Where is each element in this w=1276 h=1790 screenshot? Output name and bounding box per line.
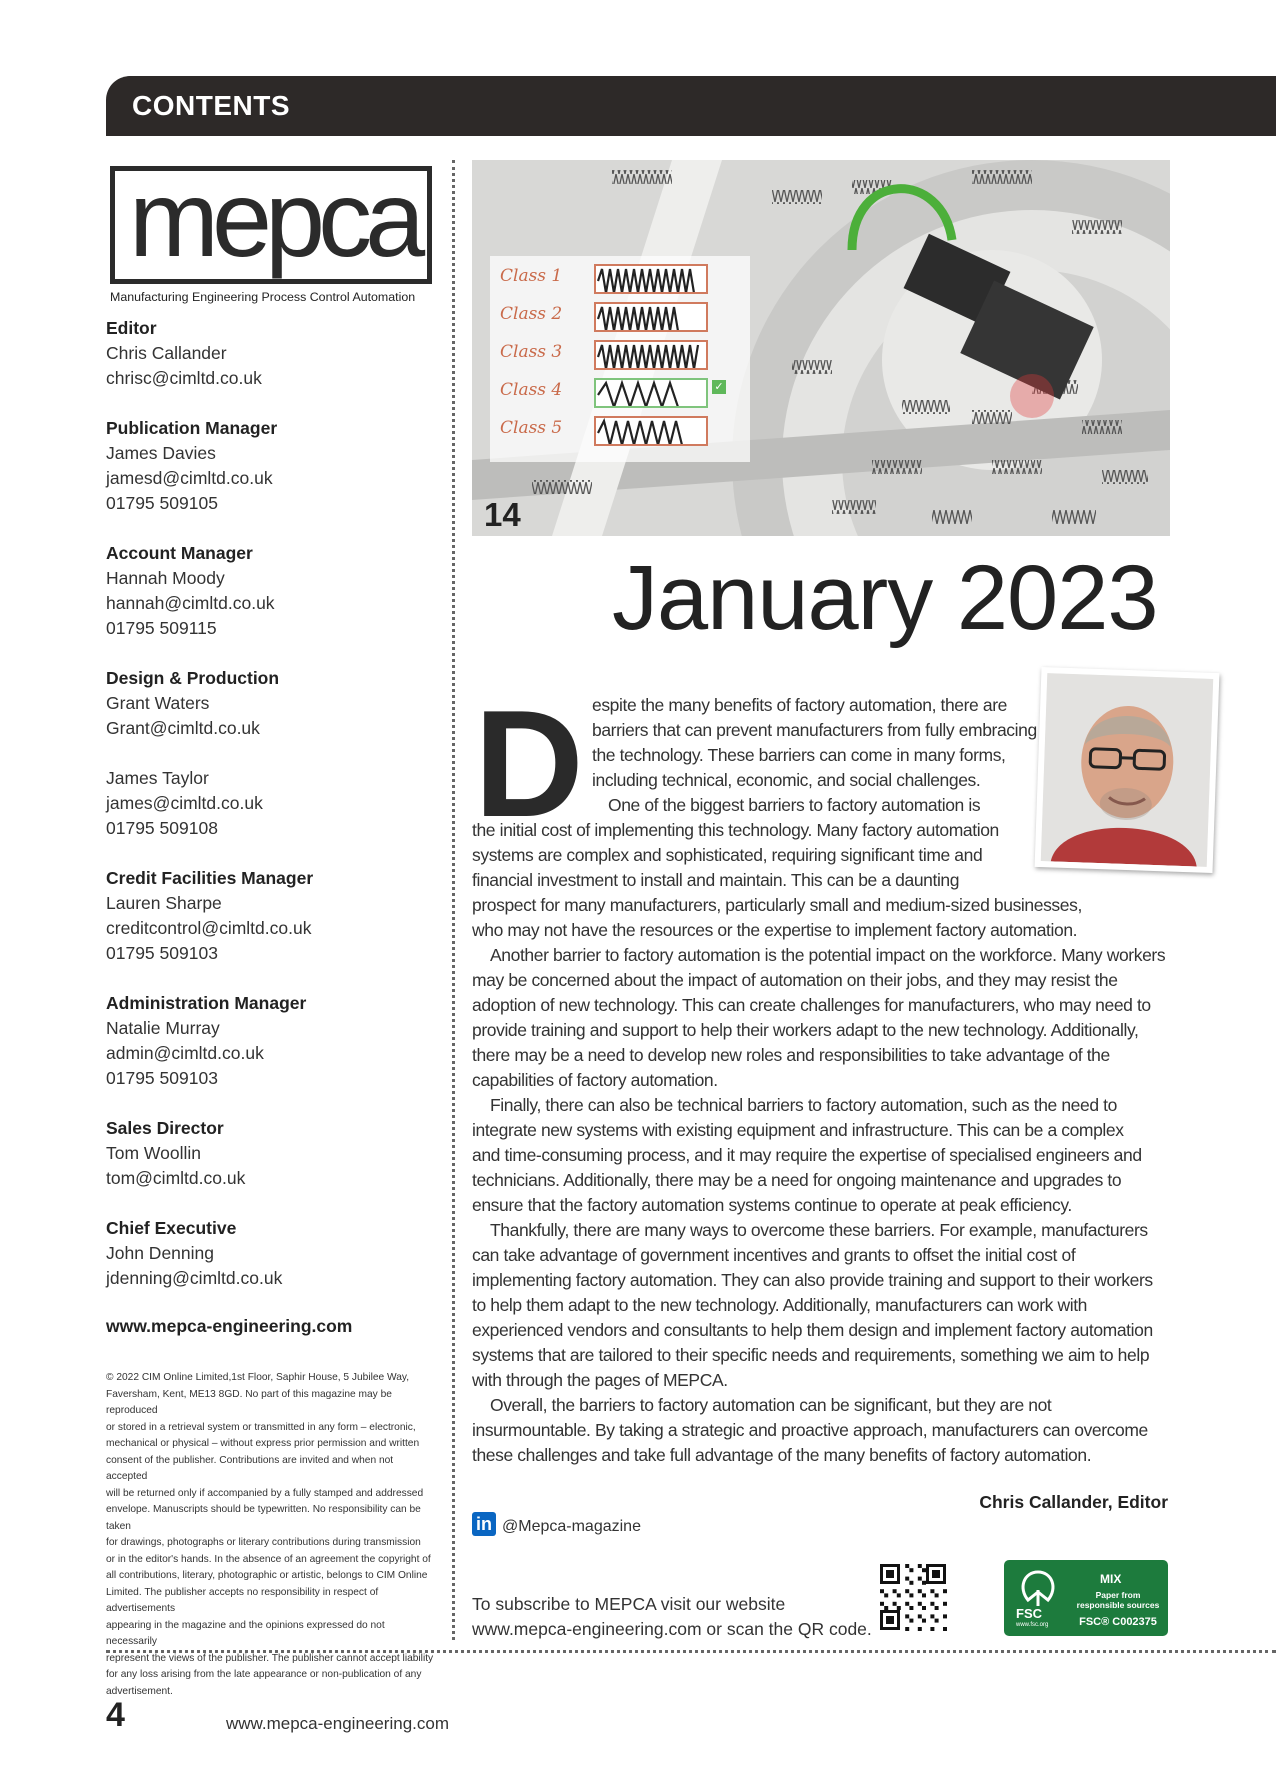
article-line: insurmountable. By taking a strategic and proactive approach, manufacturers can overcome <box>472 1420 1148 1440</box>
class-label: Class 3 <box>500 342 563 362</box>
legal-line: will be returned only if accompanied by a fully stamped and addressed <box>106 1487 424 1499</box>
staff-role: Chief Executive <box>106 1218 237 1238</box>
legal-line: for any loss arising from the late appearance or non-publication of any <box>106 1669 422 1680</box>
class-row <box>500 378 740 408</box>
article-line: systems are complex and sophisticated, requiring significant time and <box>472 845 983 865</box>
article-line: can take advantage of government incentives and grants to offset the initial cost of <box>472 1245 1076 1265</box>
staff-role: Sales Director <box>106 1118 224 1138</box>
column-divider <box>452 160 455 1640</box>
classification-panel <box>490 256 750 462</box>
class-row <box>500 416 740 446</box>
fsc-paper-text <box>1072 1590 1164 1610</box>
staff-phone: 01795 509115 <box>106 618 217 638</box>
article-line: capabilities of factory automation. <box>472 1070 718 1090</box>
spring-sample-box <box>594 302 708 332</box>
staff-email[interactable]: Grant@cimltd.co.uk <box>106 718 260 738</box>
legal-line: appearing in the magazine and the opinions expressed do not necessarily <box>106 1619 385 1647</box>
staff-phone: 01795 509103 <box>106 1068 218 1088</box>
staff-email[interactable]: james@cimltd.co.uk <box>106 793 263 813</box>
footer-divider <box>106 1650 1276 1653</box>
class-row <box>500 340 740 370</box>
article-line: Thankfully, there are many ways to overcome these barriers. For example, manufacturers <box>490 1220 1148 1240</box>
staff-line: James Davies <box>106 443 216 463</box>
staff-email[interactable]: hannah@cimltd.co.uk <box>106 593 275 613</box>
class-label: Class 1 <box>500 266 563 286</box>
legal-line: or in the editor's hands. In the absence of an agreement the copyright of <box>106 1553 431 1565</box>
class-row <box>500 302 740 332</box>
staff-email[interactable]: admin@cimltd.co.uk <box>106 1043 264 1063</box>
issue-headline: January 2023 <box>612 547 1158 649</box>
article-line: integrate new systems with existing equipment and infrastructure. This can be a complex <box>472 1120 1124 1140</box>
staff-line: Hannah Moody <box>106 568 225 588</box>
website-link[interactable]: www.mepca-engineering.com <box>106 1316 353 1336</box>
article-line: Overall, the barriers to factory automation can be significant, but they are not <box>490 1395 1052 1415</box>
fsc-sources-line: responsible sources <box>1076 1600 1160 1610</box>
class-label: Class 5 <box>500 418 563 438</box>
hero-page-number: 14 <box>484 496 521 533</box>
fsc-paper-line: Paper from <box>1095 1590 1141 1600</box>
section-title: CONTENTS <box>132 90 290 121</box>
fsc-site: www.fsc.org <box>1016 1622 1049 1628</box>
page-number: 4 <box>106 1696 125 1734</box>
article-line: with through the pages of MEPCA. <box>472 1370 728 1390</box>
spring-sample-box <box>594 416 708 446</box>
article-line: technicians. Additionally, there may be a need for ongoing maintenance and upgrades to <box>472 1170 1122 1190</box>
article-line: there may be a need to develop new roles and responsibilities to take advantage of the <box>472 1045 1110 1065</box>
legal-line: Faversham, Kent, ME13 8GD. No part of this magazine may be reproduced <box>106 1388 392 1416</box>
staff-line: Lauren Sharpe <box>106 893 222 913</box>
staff-block <box>106 666 436 841</box>
fsc-wordmark: FSC <box>1016 1606 1042 1621</box>
staff-role: Editor <box>106 318 157 338</box>
article-line: barriers that can prevent manufacturers from fully embracing <box>592 720 1037 740</box>
staff-role: Design & Production <box>106 668 280 688</box>
mepca-logo <box>110 158 432 284</box>
staff-line: James Taylor <box>106 768 209 788</box>
article-line: One of the biggest barriers to factory automation is <box>608 795 981 815</box>
staff-block <box>106 1116 436 1191</box>
legal-line: consent of the publisher. Contributions are invited and when not accepted <box>106 1454 394 1482</box>
article-line: the technology. These barriers can come in many forms, <box>592 745 1006 765</box>
article-line: experienced vendors and consultants to help them design and implement factory automation <box>472 1320 1153 1340</box>
legal-line: for drawings, photographs or literary contributions during transmission <box>106 1537 421 1548</box>
staff-line: Grant Waters <box>106 693 210 713</box>
staff-block <box>106 541 436 641</box>
article-line: Finally, there can also be technical barriers to factory automation, such as the need to <box>490 1095 1117 1115</box>
subscribe-text <box>472 1592 872 1642</box>
fsc-code: FSC® C002375 <box>1079 1616 1157 1628</box>
legal-line: all contributions, literary, photographic or artistic, belongs to CIM Online <box>106 1570 428 1581</box>
linkedin-handle[interactable]: @Mepca-magazine <box>502 1518 641 1535</box>
staff-block <box>106 416 436 516</box>
article-line: financial investment to install and maintain. This can be a daunting <box>472 870 960 890</box>
staff-line <box>106 741 436 766</box>
staff-line: Tom Woollin <box>106 1143 201 1163</box>
article-line: adoption of new technology. This can create challenges for manufacturers, who may need to <box>472 995 1151 1015</box>
staff-block <box>106 991 436 1091</box>
staff-role: Publication Manager <box>106 418 278 438</box>
subscribe-line-1: To subscribe to MEPCA visit our website <box>472 1594 786 1614</box>
staff-role: Account Manager <box>106 543 253 563</box>
staff-phone: 01795 509103 <box>106 943 218 963</box>
article-line: espite the many benefits of factory automation, there are <box>592 695 1007 715</box>
legal-line: © 2022 CIM Online Limited,1st Floor, Saphir House, 5 Jubilee Way, <box>106 1372 410 1383</box>
fsc-badge <box>1004 1560 1168 1636</box>
editor-portrait <box>1035 667 1220 873</box>
staff-email[interactable]: jdenning@cimltd.co.uk <box>106 1268 283 1288</box>
article-line: the initial cost of implementing this technology. Many factory automation <box>472 820 999 840</box>
class-label: Class 4 <box>500 380 563 400</box>
spring-sample-box <box>594 340 708 370</box>
article-line: these challenges and take full advantage of the many benefits of factory automation. <box>472 1445 1092 1465</box>
spring-sample-box <box>594 378 708 408</box>
legal-line: advertisement. <box>106 1685 173 1697</box>
subscribe-line-2: www.mepca-engineering.com or scan the QR code. <box>472 1619 872 1639</box>
hero-image <box>472 160 1170 536</box>
portrait-illustration <box>1041 673 1213 867</box>
staff-block <box>106 1216 436 1291</box>
staff-role: Administration Manager <box>106 993 307 1013</box>
staff-email[interactable]: tom@cimltd.co.uk <box>106 1168 246 1188</box>
article-line: ensure that the factory automation systems continue to operate at peak efficiency. <box>472 1195 1072 1215</box>
staff-phone: 01795 509108 <box>106 818 218 838</box>
article-line: may be concerned about the impact of automation on their jobs, and they may resist the <box>472 970 1118 990</box>
logo-tagline: Manufacturing Engineering Process Control Automation <box>110 290 416 304</box>
spring-sample-box <box>594 264 708 294</box>
staff-line: Natalie Murray <box>106 1018 220 1038</box>
qr-code-icon[interactable] <box>878 1562 948 1632</box>
article-line: systems that are tailored to their specific needs and requirements, something we aim to help <box>472 1345 1150 1365</box>
footer-url[interactable]: www.mepca-engineering.com <box>226 1714 449 1733</box>
linkedin-icon[interactable]: in <box>472 1512 496 1536</box>
article-line: Another barrier to factory automation is the potential impact on the workforce. Many workers <box>490 945 1166 965</box>
qr-code-graphic <box>878 1562 948 1632</box>
staff-email[interactable]: chrisc@cimltd.co.uk <box>106 368 262 388</box>
editor-signature: Chris Callander, Editor <box>979 1492 1168 1512</box>
staff-phone: 01795 509105 <box>106 493 218 513</box>
legal-line: Limited. The publisher accepts no responsibility in respect of advertisements <box>106 1586 379 1614</box>
staff-role: Credit Facilities Manager <box>106 868 314 888</box>
drop-cap: D <box>474 679 584 849</box>
fsc-mix: MIX <box>1100 1572 1122 1586</box>
logo-wordmark: mepca <box>129 158 419 279</box>
staff-email[interactable]: creditcontrol@cimltd.co.uk <box>106 918 312 938</box>
legal-line: envelope. Manuscripts should be typewritten. No responsibility can be taken <box>106 1504 421 1532</box>
article-line: prospect for many manufacturers, particularly small and medium-sized businesses, <box>472 895 1082 915</box>
staff-line: Chris Callander <box>106 343 227 363</box>
staff-line: John Denning <box>106 1243 214 1263</box>
check-icon: ✓ <box>712 380 726 394</box>
article-line: including technical, economic, and social challenges. <box>592 770 981 790</box>
article-line: who may not have the resources or the expertise to implement factory automation. <box>472 920 1078 940</box>
class-row <box>500 264 740 294</box>
staff-block <box>106 316 436 391</box>
class-label: Class 2 <box>500 304 563 324</box>
staff-email[interactable]: jamesd@cimltd.co.uk <box>106 468 273 488</box>
legal-line: represent the views of the publisher. The publisher cannot accept liability <box>106 1652 434 1664</box>
staff-directory <box>106 316 436 1291</box>
article-line: to help them adapt to the new technology. Additionally, manufacturers can work with <box>472 1295 1087 1315</box>
article-line: provide training and support to help their workers adapt to the new technology. Additionally, <box>472 1020 1139 1040</box>
article-line: implementing factory automation. They can also provide training and support to their workers <box>472 1270 1153 1290</box>
staff-block <box>106 866 436 966</box>
section-header-bar <box>106 76 1276 136</box>
article-line: and time-consuming process, and it may require the expertise of specialised engineers and <box>472 1145 1142 1165</box>
legal-line: mechanical or physical – without express prior permission and written <box>106 1438 420 1449</box>
legal-line: or stored in a retrieval system or transmitted in any form – electronic, <box>106 1421 416 1433</box>
